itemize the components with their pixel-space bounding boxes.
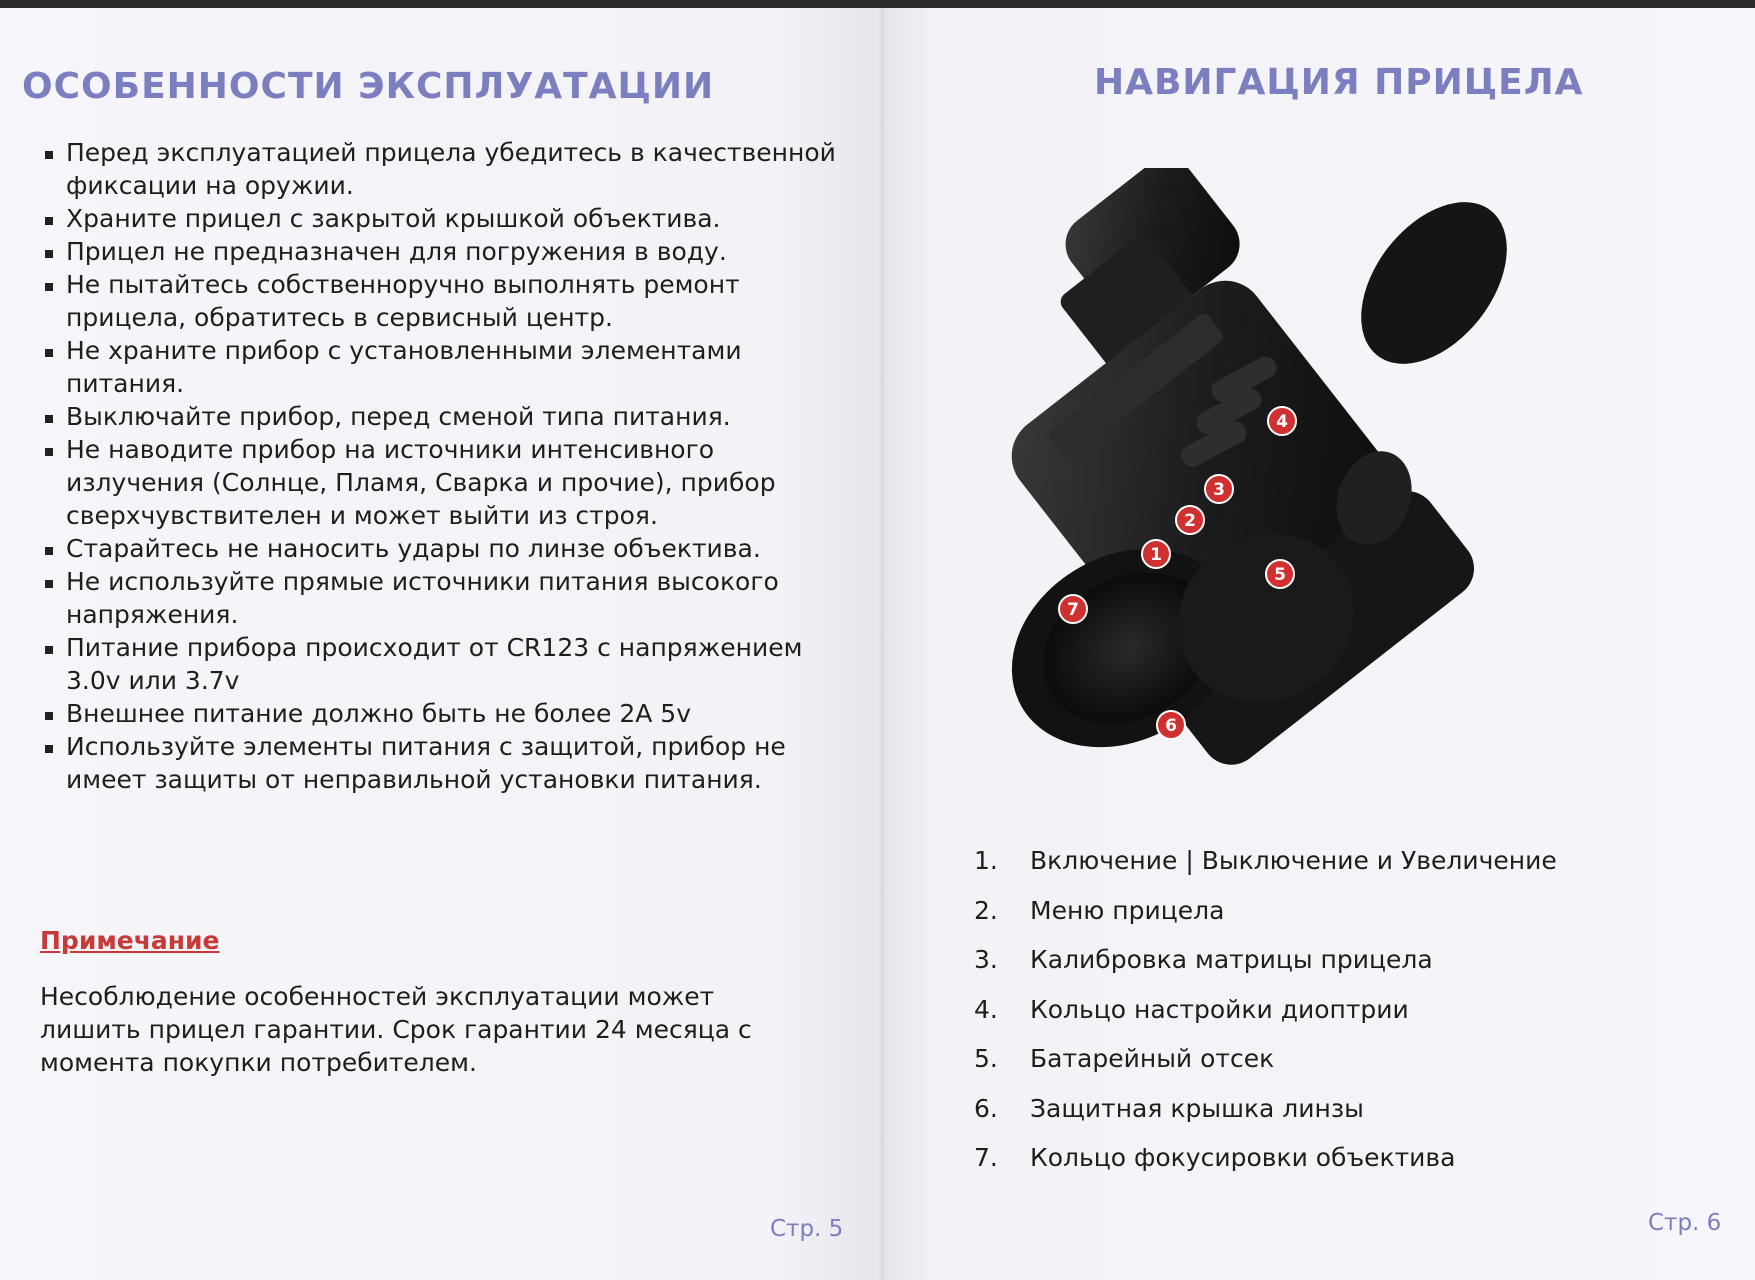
item-number: 1.: [974, 846, 998, 875]
callout-label: 1: [1150, 545, 1162, 565]
page-title: НАВИГАЦИЯ ПРИЦЕЛА: [1094, 62, 1584, 103]
callout-label: 3: [1213, 480, 1225, 500]
item-number: 7.: [974, 1143, 998, 1172]
list-item: Используйте элементы питания с защитой, прибор не имеет защиты от неправильной установки питания.: [42, 730, 842, 796]
item-number: 3.: [974, 945, 998, 974]
item-label: Меню прицела: [1030, 895, 1225, 925]
list-item: Не пытайтесь собственноручно выполнять ремонт прицела, обратитесь в сервисный центр.: [42, 268, 842, 334]
callout-label: 5: [1274, 565, 1286, 585]
list-item: Внешнее питание должно быть не более 2A 5v: [42, 697, 842, 730]
list-item: [974, 1094, 1714, 1144]
callout-label: 7: [1067, 600, 1079, 620]
eyecup: [1332, 175, 1524, 391]
item-number: 2.: [974, 895, 998, 925]
scope-parts-list: [974, 846, 1714, 1193]
list-item: [974, 945, 1714, 995]
page-title: ОСОБЕННОСТИ ЭКСПЛУАТАЦИИ: [22, 66, 715, 107]
callout-label: 4: [1276, 412, 1288, 432]
list-item: [974, 995, 1714, 1045]
item-label: Кольцо настройки диоптрии: [1030, 994, 1409, 1024]
callout-label: 2: [1184, 511, 1196, 531]
booklet-spread: [0, 8, 1755, 1280]
list-item: [974, 1044, 1714, 1094]
note-text: Несоблюдение особенностей эксплуатации может лишить прицел гарантии. Срок гарантии 24 месяца с момента покупки потребителем.: [40, 982, 752, 1077]
item-label: Кольцо фокусировки объектива: [1030, 1143, 1456, 1172]
item-label: Калибровка матрицы прицела: [1030, 945, 1433, 974]
item-number: 4.: [974, 994, 998, 1024]
list-item: Старайтесь не наносить удары по линзе объектива.: [42, 532, 842, 565]
list-item: [974, 896, 1714, 946]
item-label: Батарейный отсек: [1030, 1044, 1275, 1073]
item-label: Включение | Выключение и Увеличение: [1030, 846, 1557, 875]
list-item: [974, 1143, 1714, 1193]
operation-rules-list: [42, 136, 842, 796]
list-item: Перед эксплуатацией прицела убедитесь в качественной фиксации на оружии.: [42, 136, 842, 202]
list-item: Питание прибора происходит от CR123 с напряжением 3.0v или 3.7v: [42, 631, 842, 697]
item-number: 6.: [974, 1093, 998, 1123]
list-item: Не используйте прямые источники питания высокого напряжения.: [42, 565, 842, 631]
page-number: Стр. 5: [770, 1216, 844, 1242]
list-item: Не храните прибор с установленными элементами питания.: [42, 334, 842, 400]
list-item: [974, 846, 1714, 896]
item-number: 5.: [974, 1044, 998, 1073]
list-item: Выключайте прибор, перед сменой типа питания.: [42, 400, 842, 433]
note-heading: Примечание: [40, 926, 220, 955]
thermal-scope-illustration: [1004, 168, 1524, 778]
page-left: [0, 8, 880, 1280]
page-right: [884, 8, 1755, 1280]
page-number: Стр. 6: [1648, 1210, 1722, 1236]
list-item: Прицел не предназначен для погружения в воду.: [42, 235, 842, 268]
list-item: Не наводите прибор на источники интенсивного излучения (Солнце, Пламя, Сварка и прочие), прибор сверхчувствителен и может выйти из строя.: [42, 433, 842, 532]
callout-label: 6: [1165, 716, 1177, 736]
item-label: Защитная крышка линзы: [1030, 1093, 1364, 1123]
list-item: Храните прицел с закрытой крышкой объектива.: [42, 202, 842, 235]
